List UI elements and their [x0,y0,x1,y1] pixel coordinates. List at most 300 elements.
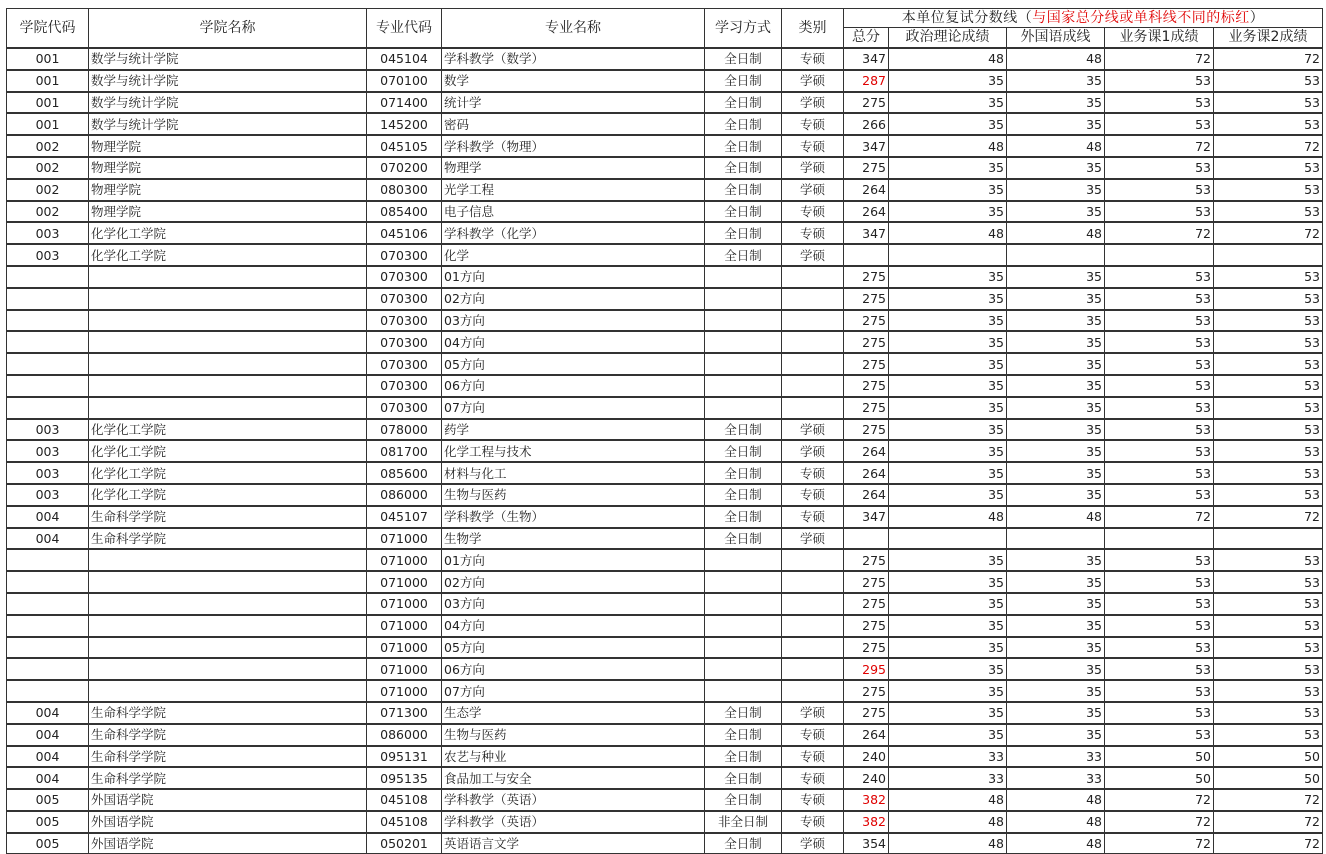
cell-course1-score: 53 [1105,113,1214,135]
cell-college-name: 化学化工学院 [89,462,367,484]
cell-course1-score: 53 [1105,266,1214,288]
cell-course2-score: 72 [1214,506,1323,528]
cell-college-name [89,353,367,375]
cell-study-mode: 全日制 [705,419,782,441]
cell-course2-score: 72 [1214,789,1323,811]
table-row [7,615,1323,637]
table-row [7,288,1323,310]
table-row [7,658,1323,680]
cell-category [782,680,844,702]
cell-course2-score: 53 [1214,549,1323,571]
cell-politics-score: 48 [889,811,1007,833]
cell-course2-score: 72 [1214,222,1323,244]
cell-course2-score: 50 [1214,767,1323,789]
cell-college-code: 001 [7,113,89,135]
cell-college-code: 005 [7,789,89,811]
cell-category: 专硕 [782,724,844,746]
cell-major-code: 070300 [367,310,442,332]
cell-college-name: 生命科学学院 [89,528,367,550]
cell-politics-score [889,244,1007,266]
cell-category: 学硕 [782,833,844,854]
cell-college-name: 化学化工学院 [89,440,367,462]
cell-course2-score: 53 [1214,353,1323,375]
table-row [7,397,1323,419]
cell-major-name: 05方向 [442,353,705,375]
cell-major-name: 03方向 [442,593,705,615]
cell-college-name [89,549,367,571]
cell-foreign-score: 35 [1007,462,1105,484]
cell-category: 学硕 [782,419,844,441]
cell-college-name [89,593,367,615]
cell-foreign-score: 33 [1007,767,1105,789]
cell-foreign-score: 35 [1007,484,1105,506]
cell-major-name: 农艺与种业 [442,746,705,768]
cell-category: 专硕 [782,746,844,768]
cell-study-mode [705,637,782,659]
cell-major-code: 070200 [367,157,442,179]
cell-foreign-score: 48 [1007,789,1105,811]
cell-college-code [7,353,89,375]
cell-total-score: 275 [844,353,889,375]
cell-category [782,571,844,593]
cell-major-code: 045106 [367,222,442,244]
cell-college-code [7,637,89,659]
cell-major-code: 080300 [367,179,442,201]
cell-total-score: 275 [844,571,889,593]
cell-course1-score: 72 [1105,222,1214,244]
cell-college-name: 数学与统计学院 [89,70,367,92]
cell-course1-score: 53 [1105,462,1214,484]
cell-total-score: 275 [844,615,889,637]
cell-politics-score: 35 [889,288,1007,310]
header-score-group [844,9,1323,28]
table-row [7,70,1323,92]
table-row [7,222,1323,244]
cell-course2-score: 53 [1214,571,1323,593]
group-title-red-note: 与国家总分线或单科线不同的标红 [1032,10,1250,26]
cell-course2-score: 53 [1214,637,1323,659]
cell-major-name: 生物与医药 [442,484,705,506]
cell-major-code: 070300 [367,375,442,397]
cell-total-score: 264 [844,201,889,223]
cell-college-code: 003 [7,222,89,244]
cell-foreign-score: 35 [1007,310,1105,332]
cell-total-score: 347 [844,135,889,157]
cell-course1-score: 53 [1105,637,1214,659]
cell-major-code: 085600 [367,462,442,484]
cell-college-name: 化学化工学院 [89,222,367,244]
cell-course2-score: 53 [1214,266,1323,288]
cell-course2-score: 50 [1214,746,1323,768]
cell-study-mode: 全日制 [705,767,782,789]
cell-politics-score: 35 [889,593,1007,615]
cell-category [782,288,844,310]
table-row [7,92,1323,114]
cell-study-mode: 全日制 [705,135,782,157]
cell-foreign-score: 35 [1007,440,1105,462]
cell-study-mode: 全日制 [705,746,782,768]
cell-politics-score: 35 [889,462,1007,484]
cell-category: 专硕 [782,811,844,833]
cell-course2-score: 53 [1214,179,1323,201]
cell-college-code [7,615,89,637]
cell-major-code: 045104 [367,48,442,70]
cell-course2-score: 53 [1214,70,1323,92]
cell-course2-score: 53 [1214,201,1323,223]
cell-category: 学硕 [782,244,844,266]
cell-course2-score: 72 [1214,833,1323,854]
cell-category [782,615,844,637]
cell-course2-score: 53 [1214,397,1323,419]
cell-course1-score [1105,244,1214,266]
cell-major-code: 071000 [367,680,442,702]
cell-college-name [89,288,367,310]
cell-major-code: 071000 [367,571,442,593]
cell-study-mode [705,266,782,288]
cell-foreign-score: 35 [1007,157,1105,179]
cell-study-mode: 全日制 [705,70,782,92]
cell-major-name: 03方向 [442,310,705,332]
cell-politics-score: 35 [889,637,1007,659]
header-category: 类别 [782,9,844,49]
cell-study-mode: 全日制 [705,440,782,462]
table-row [7,331,1323,353]
cell-college-code [7,331,89,353]
cell-total-score: 287 [844,70,889,92]
cell-total-score: 240 [844,746,889,768]
cell-course1-score: 53 [1105,157,1214,179]
cell-course1-score: 72 [1105,833,1214,854]
table-body [7,48,1323,854]
cell-foreign-score: 35 [1007,637,1105,659]
cell-major-code: 070300 [367,266,442,288]
header-total: 总分 [844,28,889,49]
table-row [7,135,1323,157]
cell-foreign-score: 33 [1007,746,1105,768]
cell-course2-score: 72 [1214,811,1323,833]
header-college-code: 学院代码 [7,9,89,49]
cell-total-score: 264 [844,484,889,506]
table-row [7,157,1323,179]
cell-major-code: 071000 [367,593,442,615]
cell-total-score: 275 [844,419,889,441]
table-row [7,593,1323,615]
cell-course2-score: 72 [1214,48,1323,70]
cell-foreign-score: 35 [1007,331,1105,353]
cell-major-code: 045105 [367,135,442,157]
cell-foreign-score: 35 [1007,615,1105,637]
cell-foreign-score: 35 [1007,92,1105,114]
cell-college-code: 002 [7,179,89,201]
cell-major-name: 化学 [442,244,705,266]
table-row [7,375,1323,397]
cell-major-name: 04方向 [442,615,705,637]
cell-course1-score: 53 [1105,702,1214,724]
cell-college-name: 生命科学学院 [89,724,367,746]
cell-college-name: 数学与统计学院 [89,48,367,70]
cell-major-name: 02方向 [442,571,705,593]
cell-major-code: 045108 [367,789,442,811]
group-title-prefix: 本单位复试分数线（ [901,10,1033,26]
cell-college-code [7,593,89,615]
cell-major-code: 095131 [367,746,442,768]
cell-foreign-score: 35 [1007,680,1105,702]
cell-major-name: 04方向 [442,331,705,353]
table-row [7,244,1323,266]
cell-major-name: 01方向 [442,549,705,571]
score-table [6,8,1323,854]
cell-study-mode [705,680,782,702]
table-row [7,724,1323,746]
cell-major-name: 学科教学（英语） [442,811,705,833]
cell-major-name: 电子信息 [442,201,705,223]
cell-politics-score: 35 [889,615,1007,637]
cell-foreign-score: 48 [1007,222,1105,244]
cell-total-score: 275 [844,288,889,310]
cell-foreign-score [1007,244,1105,266]
cell-college-name [89,375,367,397]
cell-college-name: 外国语学院 [89,789,367,811]
cell-college-code: 005 [7,811,89,833]
cell-total-score: 295 [844,658,889,680]
cell-course1-score: 53 [1105,310,1214,332]
table-row [7,113,1323,135]
group-title-suffix: ） [1249,10,1265,26]
cell-college-name [89,310,367,332]
cell-study-mode: 全日制 [705,48,782,70]
cell-total-score: 264 [844,462,889,484]
cell-foreign-score: 35 [1007,702,1105,724]
table-row [7,353,1323,375]
cell-politics-score: 35 [889,484,1007,506]
cell-total-score: 275 [844,397,889,419]
cell-course1-score: 53 [1105,658,1214,680]
cell-major-code: 071300 [367,702,442,724]
cell-major-name: 学科教学（生物） [442,506,705,528]
cell-course2-score: 53 [1214,419,1323,441]
cell-course1-score: 53 [1105,724,1214,746]
cell-college-code: 004 [7,506,89,528]
cell-course2-score: 53 [1214,658,1323,680]
cell-total-score: 275 [844,680,889,702]
cell-major-code: 086000 [367,484,442,506]
cell-course1-score: 53 [1105,331,1214,353]
cell-major-name: 光学工程 [442,179,705,201]
cell-course2-score: 53 [1214,615,1323,637]
header-course1: 业务课1成绩 [1105,28,1214,49]
table-row [7,680,1323,702]
cell-category: 学硕 [782,179,844,201]
cell-politics-score: 35 [889,266,1007,288]
cell-total-score [844,244,889,266]
cell-study-mode: 全日制 [705,833,782,854]
table-row [7,637,1323,659]
cell-study-mode [705,549,782,571]
cell-college-name: 生命科学学院 [89,767,367,789]
table-row [7,310,1323,332]
cell-politics-score: 35 [889,92,1007,114]
cell-politics-score: 48 [889,222,1007,244]
cell-total-score: 275 [844,266,889,288]
cell-total-score: 382 [844,811,889,833]
cell-politics-score: 35 [889,724,1007,746]
cell-course1-score: 53 [1105,353,1214,375]
cell-college-code [7,266,89,288]
cell-course1-score: 72 [1105,506,1214,528]
cell-foreign-score: 48 [1007,135,1105,157]
cell-course2-score: 53 [1214,484,1323,506]
cell-category: 专硕 [782,135,844,157]
cell-study-mode: 全日制 [705,157,782,179]
cell-total-score: 275 [844,637,889,659]
cell-politics-score: 48 [889,48,1007,70]
cell-college-code [7,658,89,680]
cell-politics-score: 33 [889,746,1007,768]
cell-college-name: 生命科学学院 [89,702,367,724]
cell-major-name: 化学工程与技术 [442,440,705,462]
cell-college-code: 004 [7,528,89,550]
cell-major-code: 070300 [367,244,442,266]
table-row [7,506,1323,528]
cell-foreign-score: 35 [1007,419,1105,441]
header-major-name: 专业名称 [442,9,705,49]
cell-category [782,637,844,659]
table-row [7,484,1323,506]
cell-major-name: 生态学 [442,702,705,724]
cell-category: 专硕 [782,48,844,70]
cell-study-mode [705,615,782,637]
cell-category: 专硕 [782,484,844,506]
table-row [7,419,1323,441]
cell-politics-score [889,528,1007,550]
cell-total-score: 275 [844,702,889,724]
cell-college-name: 数学与统计学院 [89,92,367,114]
cell-foreign-score: 35 [1007,113,1105,135]
cell-politics-score: 35 [889,179,1007,201]
cell-category [782,266,844,288]
cell-major-name: 06方向 [442,658,705,680]
cell-category: 学硕 [782,92,844,114]
cell-college-code: 003 [7,440,89,462]
cell-major-name: 物理学 [442,157,705,179]
cell-course2-score [1214,244,1323,266]
cell-course1-score: 53 [1105,179,1214,201]
cell-study-mode: 全日制 [705,789,782,811]
cell-foreign-score: 48 [1007,811,1105,833]
cell-college-code [7,571,89,593]
cell-study-mode: 全日制 [705,484,782,506]
cell-foreign-score: 35 [1007,658,1105,680]
cell-category: 专硕 [782,789,844,811]
table-row [7,789,1323,811]
cell-course2-score: 53 [1214,310,1323,332]
cell-study-mode: 全日制 [705,528,782,550]
cell-politics-score: 35 [889,375,1007,397]
cell-total-score: 347 [844,222,889,244]
cell-course1-score: 53 [1105,680,1214,702]
cell-course2-score: 53 [1214,331,1323,353]
cell-major-code: 070300 [367,397,442,419]
cell-foreign-score: 35 [1007,397,1105,419]
cell-study-mode [705,310,782,332]
cell-major-name: 学科教学（物理） [442,135,705,157]
cell-politics-score: 35 [889,440,1007,462]
cell-politics-score: 35 [889,70,1007,92]
cell-category [782,310,844,332]
cell-course2-score: 53 [1214,288,1323,310]
cell-total-score [844,528,889,550]
cell-college-name: 物理学院 [89,135,367,157]
cell-study-mode [705,288,782,310]
cell-major-name: 密码 [442,113,705,135]
cell-foreign-score: 35 [1007,201,1105,223]
cell-category: 学硕 [782,157,844,179]
cell-politics-score: 35 [889,702,1007,724]
cell-college-name [89,331,367,353]
cell-politics-score: 48 [889,789,1007,811]
cell-college-code [7,288,89,310]
cell-politics-score: 35 [889,549,1007,571]
table-row [7,811,1323,833]
cell-major-name: 07方向 [442,397,705,419]
header-study-mode: 学习方式 [705,9,782,49]
cell-politics-score: 48 [889,506,1007,528]
cell-major-name: 07方向 [442,680,705,702]
table-row [7,702,1323,724]
cell-foreign-score: 35 [1007,375,1105,397]
table-row [7,179,1323,201]
cell-foreign-score: 48 [1007,833,1105,854]
cell-politics-score: 35 [889,397,1007,419]
table-row [7,528,1323,550]
table-row [7,767,1323,789]
cell-total-score: 264 [844,179,889,201]
cell-study-mode: 非全日制 [705,811,782,833]
table-row [7,571,1323,593]
table-row [7,266,1323,288]
cell-total-score: 275 [844,375,889,397]
cell-major-code: 070100 [367,70,442,92]
header-college-name: 学院名称 [89,9,367,49]
cell-study-mode [705,353,782,375]
cell-course1-score: 53 [1105,70,1214,92]
cell-course1-score: 53 [1105,397,1214,419]
cell-course1-score: 53 [1105,571,1214,593]
table-row [7,549,1323,571]
cell-study-mode: 全日制 [705,179,782,201]
cell-foreign-score: 35 [1007,353,1105,375]
cell-politics-score: 35 [889,157,1007,179]
cell-total-score: 266 [844,113,889,135]
cell-college-name: 数学与统计学院 [89,113,367,135]
cell-major-code: 045107 [367,506,442,528]
cell-course1-score: 50 [1105,767,1214,789]
cell-foreign-score: 48 [1007,48,1105,70]
cell-course1-score: 50 [1105,746,1214,768]
cell-course1-score: 53 [1105,375,1214,397]
cell-major-name: 生物学 [442,528,705,550]
cell-foreign-score: 48 [1007,506,1105,528]
cell-course2-score: 53 [1214,92,1323,114]
cell-category [782,397,844,419]
cell-course1-score [1105,528,1214,550]
cell-major-code: 081700 [367,440,442,462]
cell-total-score: 275 [844,92,889,114]
cell-college-code: 002 [7,135,89,157]
cell-college-name: 物理学院 [89,201,367,223]
cell-major-name: 06方向 [442,375,705,397]
cell-college-code [7,375,89,397]
